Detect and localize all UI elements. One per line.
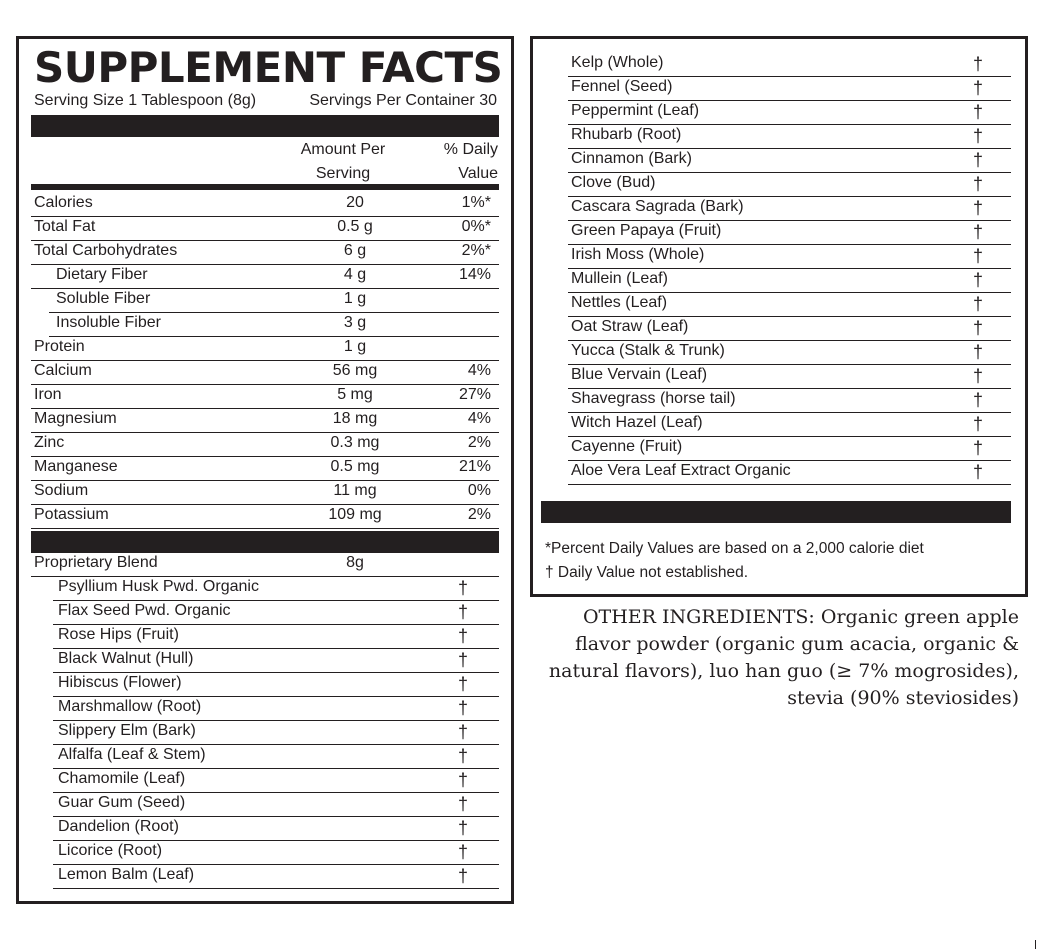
nutrient-amount: 11 mg	[333, 482, 377, 499]
nutrient-amount: 6 g	[343, 242, 367, 259]
ingredient-name: Oat Straw (Leaf)	[571, 318, 689, 335]
nutrient-row	[31, 457, 499, 481]
nutrient-name: Total Fat	[34, 218, 96, 235]
blend-ingredient-row	[53, 793, 499, 817]
blend-ingredient-row	[568, 365, 1011, 389]
blend-ingredient-row	[53, 601, 499, 625]
panel-title: SUPPLEMENT FACTS	[34, 43, 503, 92]
nutrient-daily-value: 27%	[458, 386, 491, 403]
dagger-mark: †	[973, 462, 984, 482]
ingredient-name: Guar Gum (Seed)	[58, 794, 186, 811]
nutrient-amount: 56 mg	[332, 362, 378, 379]
ingredient-name: Hibiscus (Flower)	[58, 674, 182, 691]
dagger-mark: †	[458, 578, 469, 598]
blend-ingredient-row	[568, 389, 1011, 413]
column-header-rule	[31, 184, 499, 190]
ingredient-name: Chamomile (Leaf)	[58, 770, 186, 787]
ingredient-name: Shavegrass (horse tail)	[571, 390, 736, 407]
supplement-facts-continued-panel	[530, 36, 1028, 597]
dagger-mark: †	[458, 842, 469, 862]
ingredient-name: Cinnamon (Bark)	[571, 150, 692, 167]
ingredient-name: Yucca (Stalk & Trunk)	[571, 342, 725, 359]
nutrient-daily-value: 0%*	[461, 218, 491, 235]
dagger-mark: †	[458, 602, 469, 622]
nutrient-row	[31, 217, 499, 241]
blend-ingredient-row	[568, 149, 1011, 173]
dagger-mark: †	[973, 198, 984, 218]
nutrient-daily-value: 1%*	[461, 194, 491, 211]
dagger-mark: †	[458, 674, 469, 694]
dagger-mark: †	[973, 150, 984, 170]
ingredient-name: Rose Hips (Fruit)	[58, 626, 179, 643]
dagger-mark: †	[458, 698, 469, 718]
ingredient-name: Black Walnut (Hull)	[58, 650, 194, 667]
nutrient-name: Protein	[34, 338, 85, 355]
nutrient-name: Calories	[34, 194, 93, 211]
nutrient-daily-value: 14%	[458, 266, 491, 283]
nutrient-daily-value: 2%	[467, 506, 491, 523]
dagger-mark: †	[458, 818, 469, 838]
ingredient-name: Aloe Vera Leaf Extract Organic	[571, 462, 791, 479]
ingredient-name: Alfalfa (Leaf & Stem)	[58, 746, 206, 763]
blend-ingredient-row	[568, 413, 1011, 437]
blend-ingredient-row	[568, 197, 1011, 221]
other-ingredients-text: OTHER INGREDIENTS: Organic green apple flavor powder (organic gum acacia, organic & natural flavors), luo han guo (≥ 7% mogrosides), stevia (90% steviosides)	[548, 606, 1019, 709]
nutrient-amount: 5 mg	[337, 386, 373, 403]
blend-ingredient-row	[568, 125, 1011, 149]
proprietary-blend-row	[31, 553, 499, 577]
dagger-mark: †	[458, 626, 469, 646]
nutrient-daily-value: 4%	[467, 362, 491, 379]
dagger-mark: †	[973, 294, 984, 314]
ingredient-name: Blue Vervain (Leaf)	[571, 366, 708, 383]
amount-header-line1: Amount Per	[300, 141, 386, 158]
blend-ingredient-row	[568, 341, 1011, 365]
blend-ingredient-row	[53, 865, 499, 889]
ingredient-name: Cascara Sagrada (Bark)	[571, 198, 744, 215]
nutrient-amount: 18 mg	[332, 410, 378, 427]
dagger-mark: †	[973, 270, 984, 290]
serving-size: Serving Size 1 Tablespoon (8g)	[34, 92, 257, 109]
nutrient-row	[31, 241, 499, 265]
dagger-mark: †	[973, 126, 984, 146]
blend-ingredient-row	[568, 317, 1011, 341]
nutrient-row	[31, 265, 499, 289]
nutrient-amount: 1 g	[343, 338, 367, 355]
blend-name: Proprietary Blend	[34, 554, 158, 571]
dagger-mark: †	[973, 174, 984, 194]
ingredient-name: Dandelion (Root)	[58, 818, 179, 835]
nutrient-row	[31, 193, 499, 217]
dagger-mark: †	[973, 438, 984, 458]
blend-ingredient-row	[568, 293, 1011, 317]
nutrient-row	[49, 289, 499, 313]
ingredient-name: Rhubarb (Root)	[571, 126, 682, 143]
blend-ingredient-row	[53, 769, 499, 793]
nutrient-name: Sodium	[34, 482, 89, 499]
dagger-mark: †	[973, 318, 984, 338]
ingredient-name: Kelp (Whole)	[571, 54, 664, 71]
servings-per-container: Servings Per Container 30	[309, 92, 497, 109]
blend-ingredient-row	[568, 77, 1011, 101]
blend-ingredient-row	[53, 745, 499, 769]
nutrient-name: Manganese	[34, 458, 118, 475]
dagger-mark: †	[458, 746, 469, 766]
amount-header-line2: Serving	[315, 165, 371, 182]
nutrient-name: Calcium	[34, 362, 92, 379]
ingredient-name: Slippery Elm (Bark)	[58, 722, 196, 739]
dv-header-line2: Value	[458, 165, 498, 182]
ingredient-name: Lemon Balm (Leaf)	[58, 866, 195, 883]
dagger-mark: †	[973, 102, 984, 122]
dagger-mark: †	[458, 770, 469, 790]
blend-ingredient-row	[53, 649, 499, 673]
ingredient-name: Witch Hazel (Leaf)	[571, 414, 703, 431]
footnote-not-established: † Daily Value not established.	[545, 564, 749, 581]
blend-ingredient-row	[568, 269, 1011, 293]
blend-ingredient-row	[568, 53, 1011, 77]
nutrient-row	[49, 313, 499, 337]
blend-divider-bar	[31, 531, 499, 553]
dagger-mark: †	[973, 54, 984, 74]
nutrient-amount: 4 g	[343, 266, 367, 283]
nutrient-amount: 0.3 mg	[330, 434, 380, 451]
dagger-mark: †	[973, 246, 984, 266]
nutrient-amount: 0.5 g	[337, 218, 373, 235]
dagger-mark: †	[973, 366, 984, 386]
blend-ingredient-row	[568, 101, 1011, 125]
daily-value-header	[428, 138, 498, 186]
ingredient-name: Irish Moss (Whole)	[571, 246, 705, 263]
nutrient-name: Dietary Fiber	[56, 266, 148, 283]
blend-ingredient-row	[53, 697, 499, 721]
nutrient-name: Insoluble Fiber	[56, 314, 161, 331]
blend-ingredient-row	[53, 625, 499, 649]
blend-ingredient-row	[568, 437, 1011, 461]
ingredient-name: Cayenne (Fruit)	[571, 438, 683, 455]
nutrient-amount: 20	[346, 194, 364, 211]
ingredient-name: Nettles (Leaf)	[571, 294, 668, 311]
dagger-mark: †	[973, 414, 984, 434]
blend-ingredient-row	[568, 221, 1011, 245]
ingredient-name: Fennel (Seed)	[571, 78, 673, 95]
ingredient-name: Peppermint (Leaf)	[571, 102, 700, 119]
supplement-facts-panel	[16, 36, 514, 904]
blend-ingredient-row	[568, 173, 1011, 197]
dagger-mark: †	[458, 722, 469, 742]
dv-header-line1: % Daily	[443, 141, 498, 158]
dagger-mark: †	[973, 390, 984, 410]
footer-divider-bar	[541, 501, 1011, 523]
nutrient-row	[31, 409, 499, 433]
nutrient-name: Total Carbohydrates	[34, 242, 178, 259]
dagger-mark: †	[973, 78, 984, 98]
ingredient-name: Clove (Bud)	[571, 174, 656, 191]
nutrient-amount: 0.5 mg	[330, 458, 380, 475]
dagger-mark: †	[458, 794, 469, 814]
nutrient-daily-value: 4%	[467, 410, 491, 427]
blend-ingredient-row	[53, 817, 499, 841]
nutrient-daily-value: 21%	[458, 458, 491, 475]
nutrient-row	[31, 433, 499, 457]
nutrient-daily-value: 2%*	[461, 242, 491, 259]
blend-ingredient-row	[568, 245, 1011, 269]
nutrient-amount: 3 g	[343, 314, 367, 331]
nutrient-row	[31, 385, 499, 409]
nutrient-row	[31, 481, 499, 505]
dagger-mark: †	[973, 222, 984, 242]
blend-amount: 8g	[346, 554, 364, 571]
blend-ingredient-row	[568, 461, 1011, 485]
blend-ingredient-row	[53, 673, 499, 697]
blend-ingredient-row	[53, 841, 499, 865]
ingredient-name: Psyllium Husk Pwd. Organic	[58, 578, 259, 595]
dagger-mark: †	[458, 650, 469, 670]
nutrient-row	[31, 361, 499, 385]
nutrient-name: Potassium	[34, 506, 109, 523]
nutrient-amount: 1 g	[343, 290, 367, 307]
nutrient-name: Zinc	[34, 434, 65, 451]
nutrient-daily-value: 2%	[467, 434, 491, 451]
footnote-daily-values: *Percent Daily Values are based on a 2,000 calorie diet	[545, 540, 924, 557]
header-divider-bar	[31, 115, 499, 137]
ingredient-name: Marshmallow (Root)	[58, 698, 202, 715]
blend-ingredient-row	[53, 721, 499, 745]
nutrient-name: Magnesium	[34, 410, 117, 427]
nutrient-name: Iron	[34, 386, 62, 403]
ingredient-name: Licorice (Root)	[58, 842, 163, 859]
ingredient-name: Flax Seed Pwd. Organic	[58, 602, 231, 619]
ingredient-name: Green Papaya (Fruit)	[571, 222, 722, 239]
blend-ingredient-row	[53, 577, 499, 601]
ingredient-name: Mullein (Leaf)	[571, 270, 668, 287]
crop-mark	[1035, 940, 1036, 949]
nutrient-amount: 109 mg	[328, 506, 382, 523]
amount-per-serving-header	[287, 138, 399, 186]
nutrient-daily-value: 0%	[467, 482, 491, 499]
dagger-mark: †	[458, 866, 469, 886]
dagger-mark: †	[973, 342, 984, 362]
nutrient-row	[31, 505, 499, 529]
nutrient-name: Soluble Fiber	[56, 290, 151, 307]
nutrient-row	[31, 337, 499, 361]
